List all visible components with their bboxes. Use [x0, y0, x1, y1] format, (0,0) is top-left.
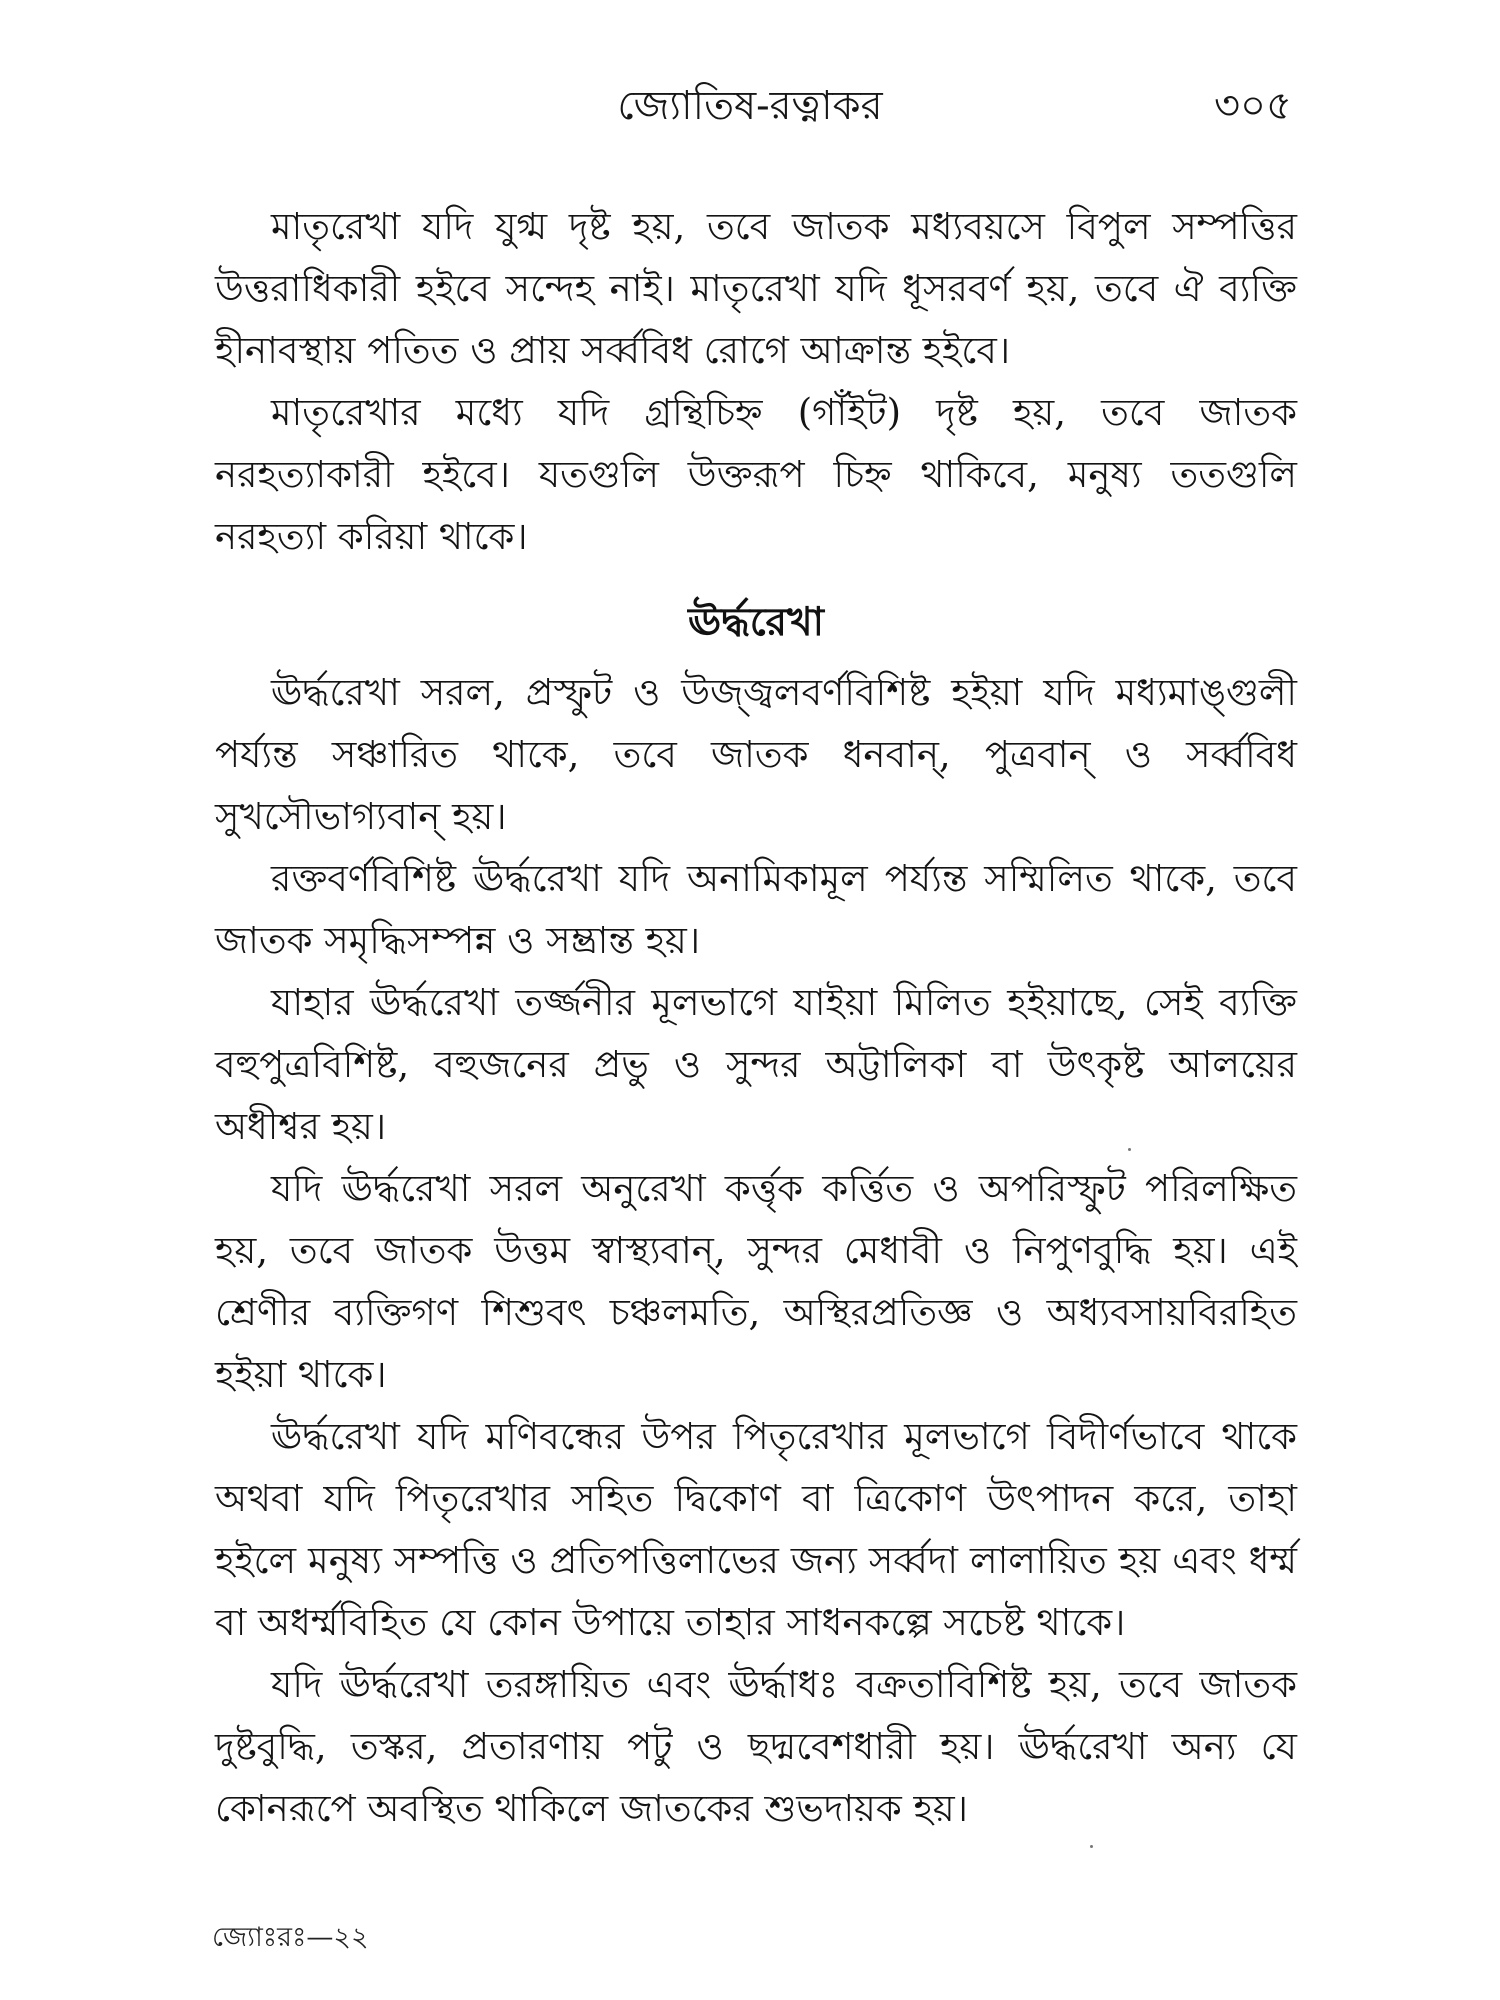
signature-mark: জ্যোঃরঃ—২২ [212, 1922, 369, 1953]
section-heading: ঊর্দ্ধরেখা [688, 599, 824, 645]
paragraph-7: ঊর্দ্ধরেখা যদি মণিবন্ধের উপর পিতৃরেখার মূলভাগে বিদীর্ণভাবে থাকে অথবা যদি পিতৃরেখার সহিত দ্বিকোণ বা ত্রিকোণ উৎপাদন করে, তাহা হইলে মনুষ্য সম্পত্তি ও প্রতিপত্তিলাভের জন্য সর্ব্বদা লালায়িত হয় এবং ধর্ম্ম বা অধর্ম্মবিহিত যে কোন উপায়ে তাহার সাধনকল্পে সচেষ্ট থাকে। [215, 1415, 1297, 1644]
page-number: ৩০৫ [1214, 83, 1292, 129]
body-text [215, 196, 1297, 1840]
print-speck [1128, 1148, 1131, 1151]
running-title: জ্যোতিষ-রত্নাকর [617, 83, 883, 129]
paragraph-2: মাতৃরেখার মধ্যে যদি গ্রন্থিচিহ্ন (গাঁইট) দৃষ্ট হয়, তবে জাতক নরহত্যাকারী হইবে। যতগুলি উক্তরূপ চিহ্ন থাকিবে, মনুষ্য ততগুলি নরহত্যা করিয়া থাকে। [215, 391, 1297, 558]
paragraph-6: যদি ঊর্দ্ধরেখা সরল অনুরেখা কর্ত্তৃক কর্ত্তিত ও অপরিস্ফুট পরিলক্ষিত হয়, তবে জাতক উত্তম স্বাস্থ্যবান্, সুন্দর মেধাবী ও নিপুণবুদ্ধি হয়। এই শ্রেণীর ব্যক্তিগণ শিশুবৎ চঞ্চলমতি, অস্থিরপ্রতিজ্ঞ ও অধ্যবসায়বিরহিত হইয়া থাকে। [215, 1167, 1297, 1396]
paragraph-8: যদি ঊর্দ্ধরেখা তরঙ্গায়িত এবং ঊর্দ্ধাধঃ বক্রতাবিশিষ্ট হয়, তবে জাতক দুষ্টবুদ্ধি, তস্কর, প্রতারণায় পটু ও ছদ্মবেশধারী হয়। ঊর্দ্ধরেখা অন্য যে কোনরূপে অবস্থিত থাকিলে জাতকের শুভদায়ক হয়। [215, 1663, 1297, 1830]
paragraph-4: রক্তবর্ণবিশিষ্ট ঊর্দ্ধরেখা যদি অনামিকামূল পর্য্যন্ত সম্মিলিত থাকে, তবে জাতক সমৃদ্ধিসম্পন্ন ও সম্ভ্রান্ত হয়। [215, 857, 1297, 962]
paragraph-3: ঊর্দ্ধরেখা সরল, প্রস্ফুট ও উজ্জ্বলবর্ণবিশিষ্ট হইয়া যদি মধ্যমাঙ্গুলী পর্য্যন্ত সঞ্চারিত থাকে, তবে জাতক ধনবান্, পুত্রবান্ ও সর্ব্ববিধ সুখসৌভাগ্যবান্ হয়। [215, 671, 1297, 838]
paragraph-5: যাহার ঊর্দ্ধরেখা তর্জ্জনীর মূলভাগে যাইয়া মিলিত হইয়াছে, সেই ব্যক্তি বহুপুত্রবিশিষ্ট, বহুজনের প্রভু ও সুন্দর অট্টালিকা বা উৎকৃষ্ট আলয়ের অধীশ্বর হয়। [215, 981, 1297, 1148]
paragraph-1: মাতৃরেখা যদি যুগ্ম দৃষ্ট হয়, তবে জাতক মধ্যবয়সে বিপুল সম্পত্তির উত্তরাধিকারী হইবে সন্দেহ নাই। মাতৃরেখা যদি ধূসরবর্ণ হয়, তবে ঐ ব্যক্তি হীনাবস্থায় পতিত ও প্রায় সর্ব্ববিধ রোগে আক্রান্ত হইবে। [215, 205, 1297, 372]
print-speck [1090, 1845, 1093, 1848]
